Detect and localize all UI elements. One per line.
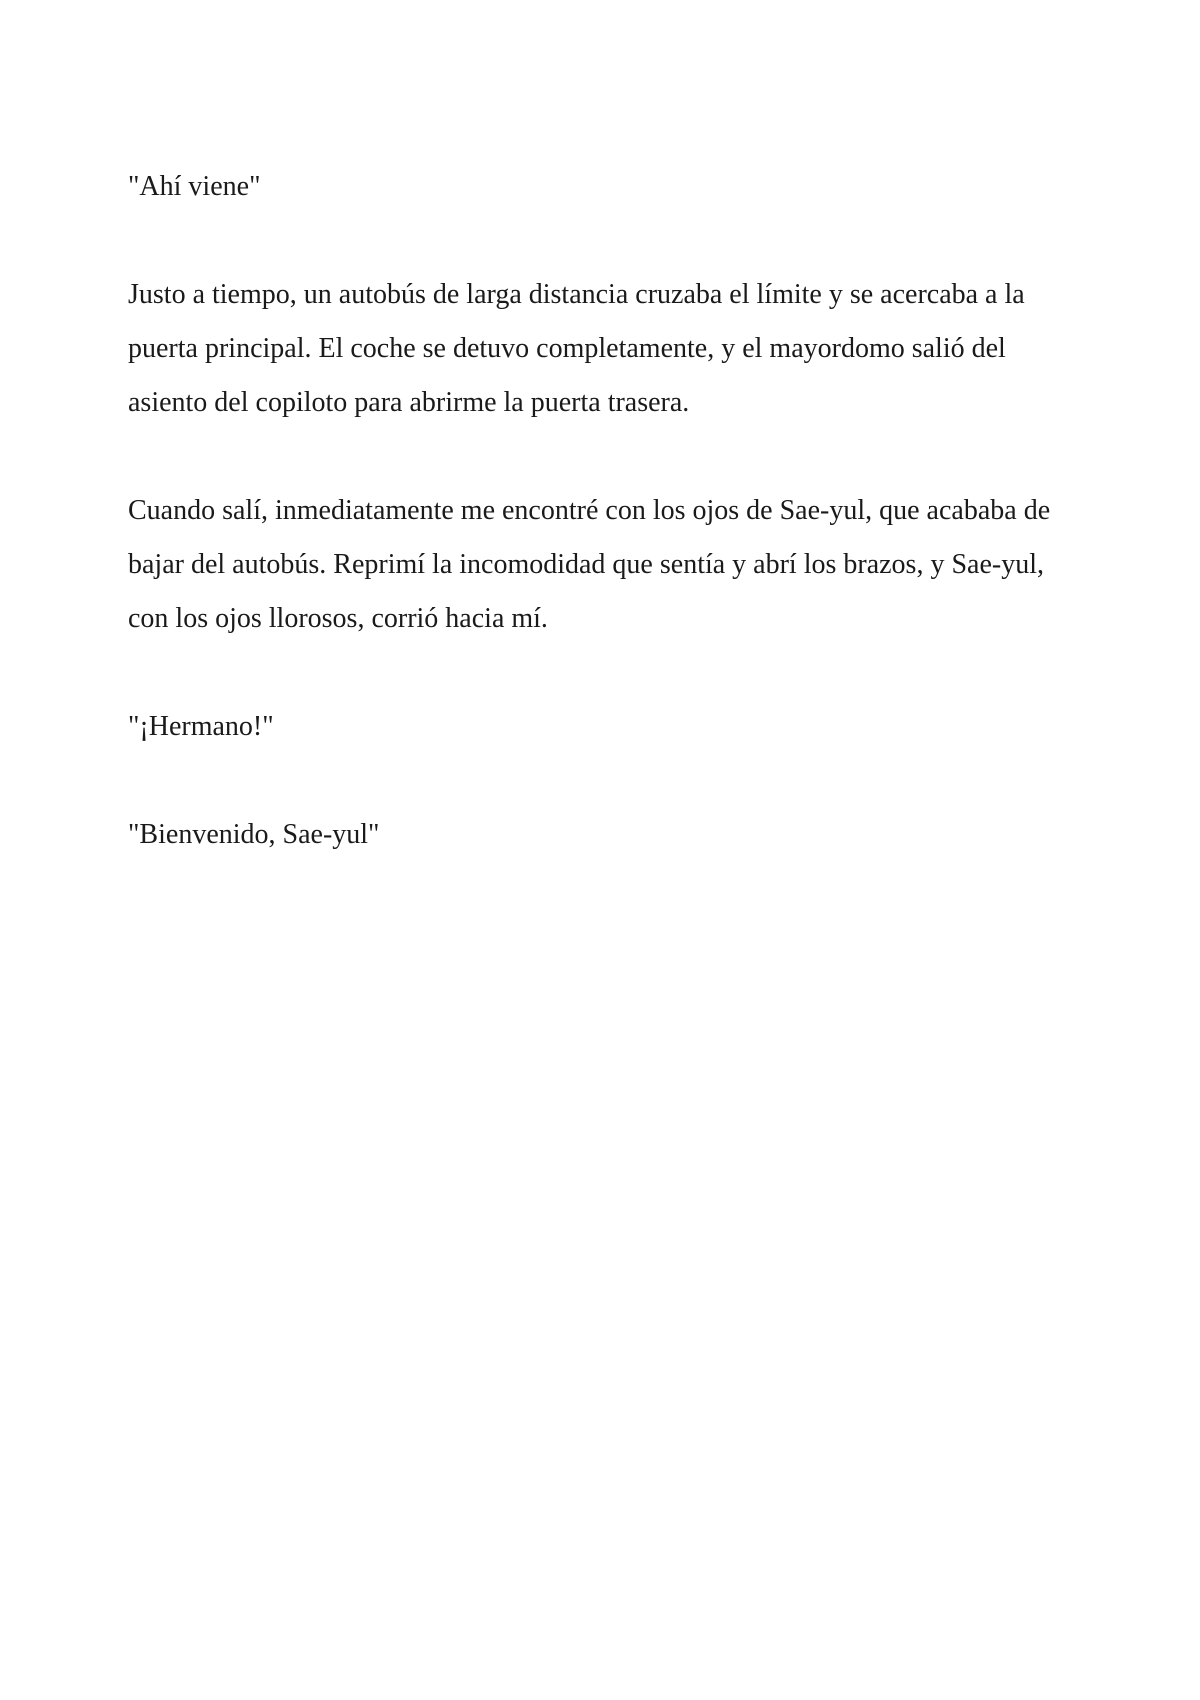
dialogue-line: "Ahí viene" (128, 171, 261, 202)
narrative-paragraph: Justo a tiempo, un autobús de larga distancia cruzaba el límite y se acercaba a la puerta principal. El coche se detuvo completamente, y el mayordomo salió del asiento del copiloto para abrirme la puerta trasera. (128, 279, 1025, 418)
dialogue-line: "¡Hermano!" (128, 711, 274, 742)
narrative-paragraph: Cuando salí, inmediatamente me encontré con los ojos de Sae-yul, que acababa de bajar del autobús. Reprimí la incomodidad que sentía y abrí los brazos, y Sae-yul, con los ojos llorosos, corrió hacia mí. (128, 495, 1051, 634)
dialogue-line: "Bienvenido, Sae-yul" (128, 819, 380, 850)
document-page (128, 160, 1088, 916)
